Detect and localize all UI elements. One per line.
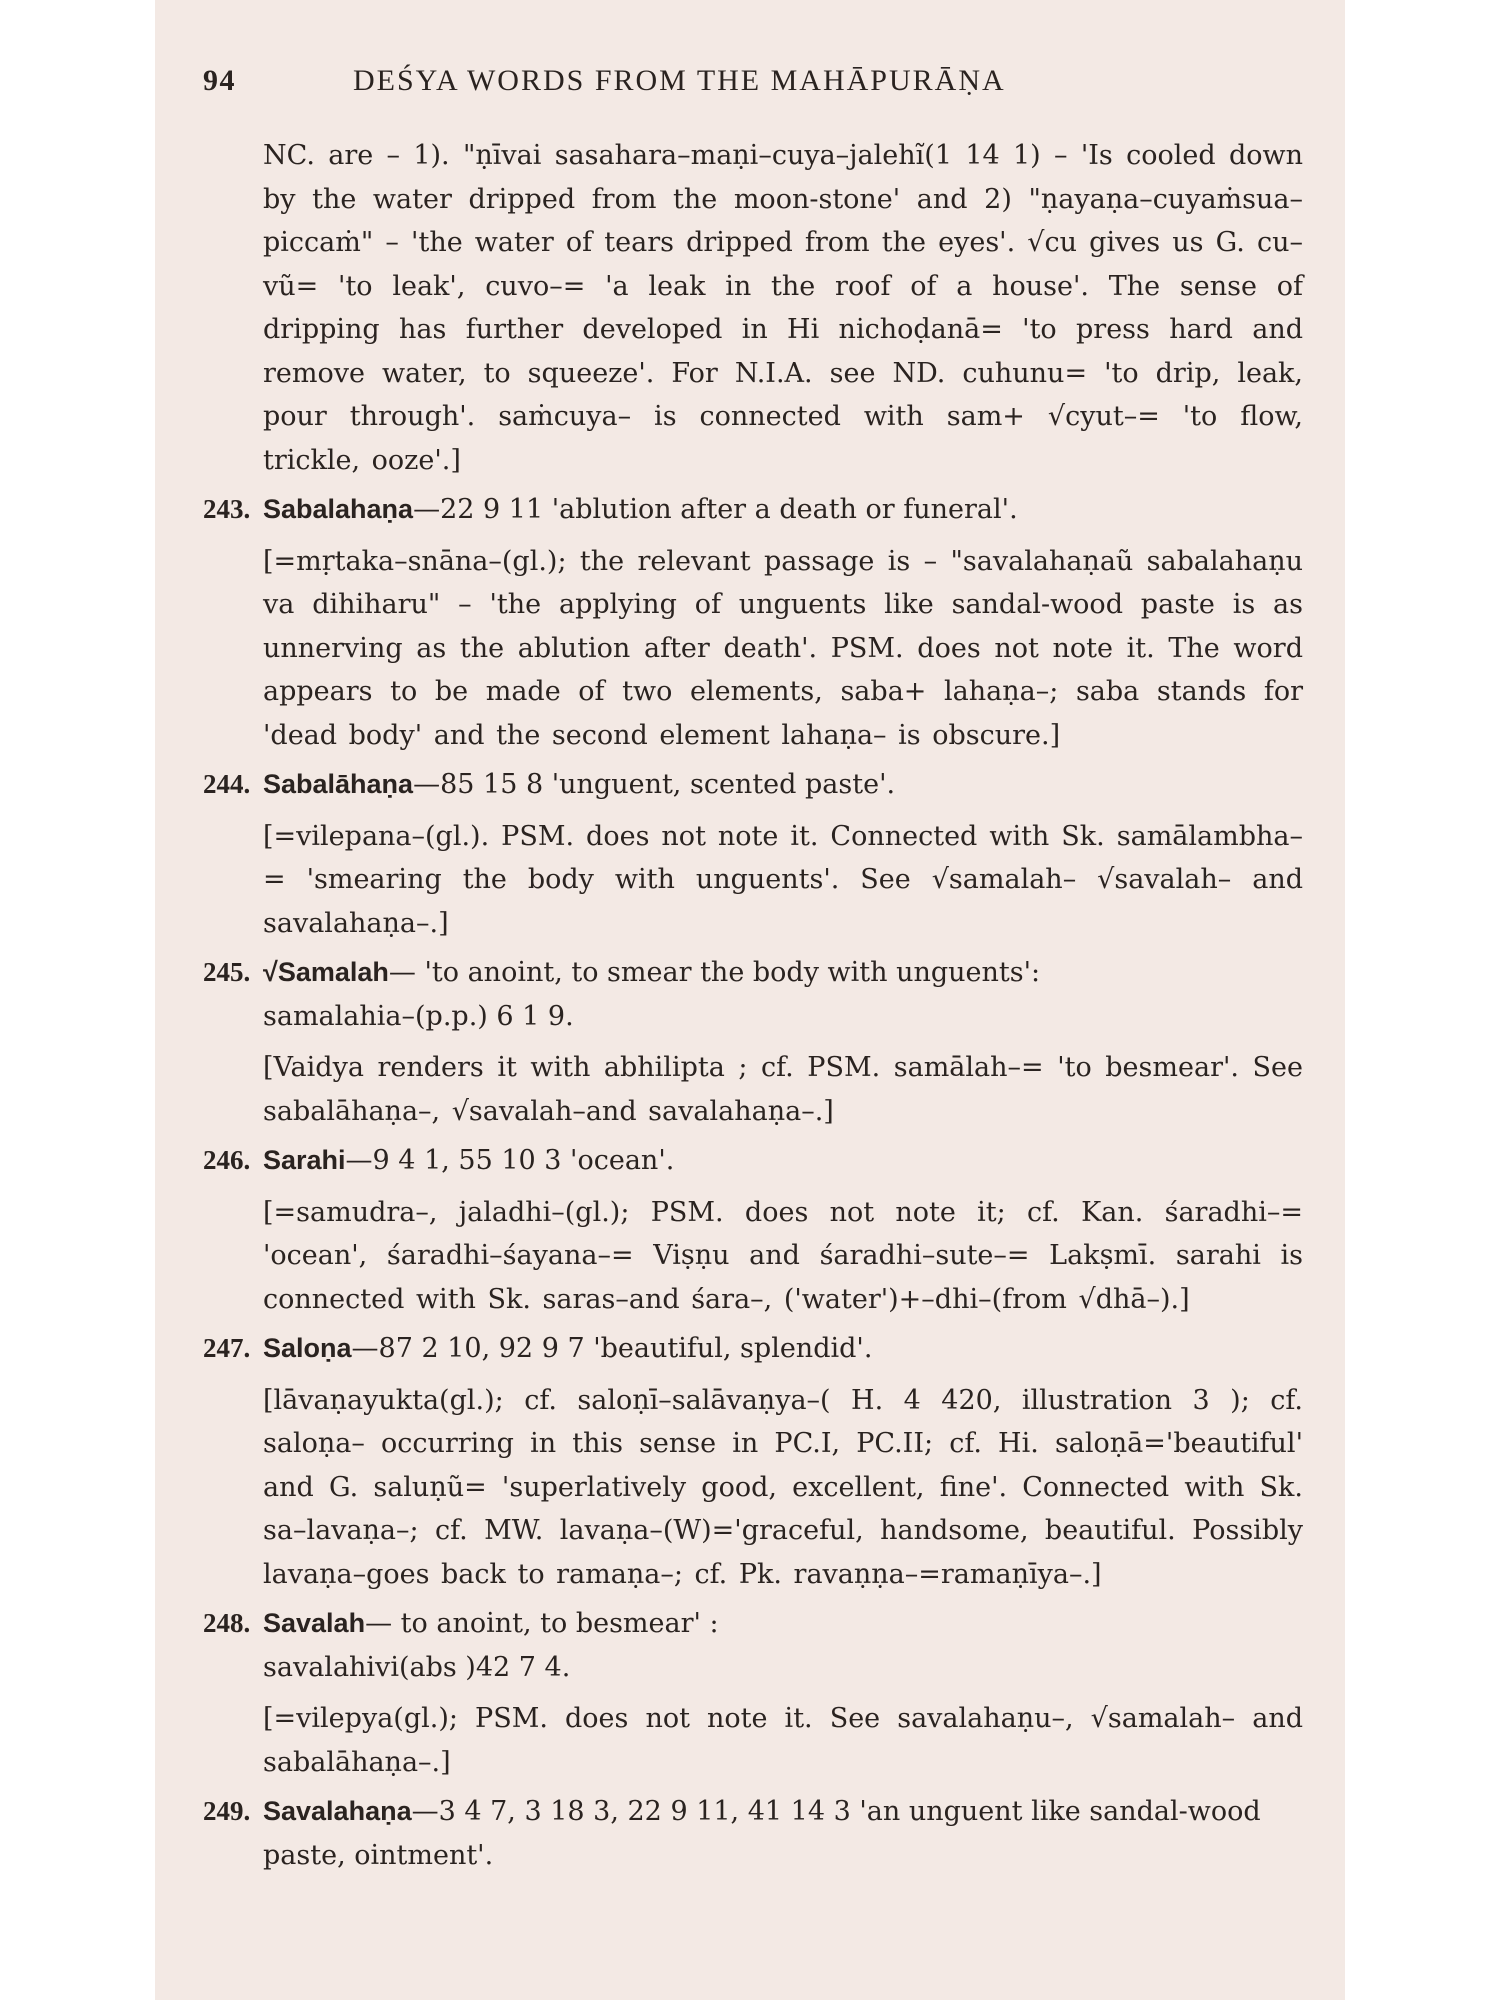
entry-note: [=vilepya(gl.); PSM. does not note it. See savalahaṇu–, √samalah– and sabalāhaṇa–.] — [263, 1703, 1303, 1778]
entry-247 — [203, 1327, 1303, 1596]
book-page — [155, 0, 1345, 2000]
entry-headword: Saloṇa — [263, 1333, 352, 1363]
entry-note: [=samudra–, jaladhi–(gl.); PSM. does not note it; cf. Kan. śaradhi–= 'ocean', śaradhi–śayana–= Viṣṇu and śaradhi–sute–= Lakṣmī. sarahi is connected with Sk. saras–and śara–, ('water')+–dhi–(from √dhā–).] — [263, 1196, 1303, 1315]
running-title: DEŚYA WORDS FROM THE MAHĀPURĀṆA — [353, 64, 1006, 97]
entry-number: 248. — [203, 1608, 251, 1638]
entry-246 — [203, 1139, 1303, 1321]
entry-note: [=vilepana–(gl.). PSM. does not note it. Connected with Sk. samālambha–= 'smearing the body with unguents'. See √samalah– √savalah– and savalahaṇa–.] — [263, 820, 1303, 939]
entry-head — [203, 1790, 1303, 1877]
entry-headword: Sarahi — [263, 1145, 346, 1175]
entry-head — [203, 1139, 1303, 1183]
entry-243 — [203, 488, 1303, 757]
entry-definition: —3 4 7, 3 18 3, 22 9 11, 41 14 3 'an unguent like sandal-wood paste, ointment'. — [263, 1796, 1261, 1871]
entry-headword: √Samalah — [263, 957, 389, 987]
entry-form: samalahia–(p.p.) 6 1 9. — [263, 1000, 574, 1032]
entry-249 — [203, 1790, 1303, 1877]
entry-head — [203, 951, 1303, 995]
entry-245 — [203, 951, 1303, 1133]
entry-number: 246. — [203, 1145, 251, 1175]
page-header — [203, 64, 1303, 114]
entry-note: [lāvaṇayukta(gl.); cf. saloṇī–salāvaṇya–( H. 4 420, illustration 3 ); cf. saloṇa– occurring in this sense in PC.I, PC.II; cf. Hi. saloṇā='beautiful' and G. saluṇũ= 'superlatively good, excellent, fine'. Connected with Sk. sa–lavaṇa–; cf. MW. lavaṇa–(W)='graceful, handsome, beautiful. Possibly lavaṇa–goes back to ramaṇa–; cf. Pk. ravaṇṇa–=ramaṇīya–.] — [263, 1384, 1303, 1590]
entry-number: 245. — [203, 957, 251, 987]
entry-headword: Savalahaṇa — [263, 1796, 412, 1826]
entry-definition: —87 2 10, 92 9 7 'beautiful, splendid'. — [351, 1333, 873, 1364]
entry-definition: — to anoint, to besmear' : — [365, 1608, 719, 1639]
entry-head — [203, 763, 1303, 807]
entry-head — [203, 1602, 1303, 1646]
entry-definition: —85 15 8 'unguent, scented paste'. — [413, 769, 896, 800]
intro-paragraph: NC. are – 1). "ṇīvai sasahara–maṇi–cuya–jalehĩ(1 14 1) – 'Is cooled down by the water dripped from the moon-stone' and 2) "ṇayaṇa–cuyaṁsua–piccaṁ" – 'the water of tears dripped from the eyes'. √cu gives us G. cu–vũ= 'to leak', cuvo–= 'a leak in the roof of a house'. The sense of dripping has further developed in Hi nichoḍanā= 'to press hard and remove water, to squeeze'. For N.I.A. see ND. cuhunu= 'to drip, leak, pour through'. saṁcuya– is connected with sam+ √cyut–= 'to flow, trickle, ooze'.] — [263, 140, 1303, 476]
entry-headword: Sabalāhaṇa — [263, 769, 414, 799]
entry-definition: —22 9 11 'ablution after a death or funeral'. — [413, 494, 1018, 525]
entry-head — [203, 488, 1303, 532]
entry-number: 243. — [203, 494, 251, 524]
entry-number: 247. — [203, 1333, 251, 1363]
entry-definition: — 'to anoint, to smear the body with unguents': — [388, 957, 1041, 988]
entry-248 — [203, 1602, 1303, 1784]
entry-244 — [203, 763, 1303, 945]
page-number: 94 — [203, 64, 236, 97]
entry-note: [Vaidya renders it with abhilipta ; cf. PSM. samālah–= 'to besmear'. See sabalāhaṇa–, √savalah–and savalahaṇa–.] — [263, 1052, 1303, 1127]
entry-headword: Savalah — [263, 1608, 366, 1638]
entry-note: [=mṛtaka–snāna–(gl.); the relevant passage is – "savalahaṇaũ sabalahaṇu va dihiharu" – 'the applying of unguents like sandal-wood paste is as unnerving as the ablution after death'. PSM. does not note it. The word appears to be made of two elements, saba+ lahaṇa–; saba stands for 'dead body' and the second element lahaṇa– is obscure.] — [263, 545, 1303, 751]
entry-head — [203, 1327, 1303, 1371]
entry-number: 249. — [203, 1796, 251, 1826]
entry-headword: Sabalahaṇa — [263, 494, 414, 524]
entry-number: 244. — [203, 769, 251, 799]
entry-definition: —9 4 1, 55 10 3 'ocean'. — [345, 1145, 675, 1176]
entry-form: savalahivi(abs )42 7 4. — [263, 1651, 571, 1683]
